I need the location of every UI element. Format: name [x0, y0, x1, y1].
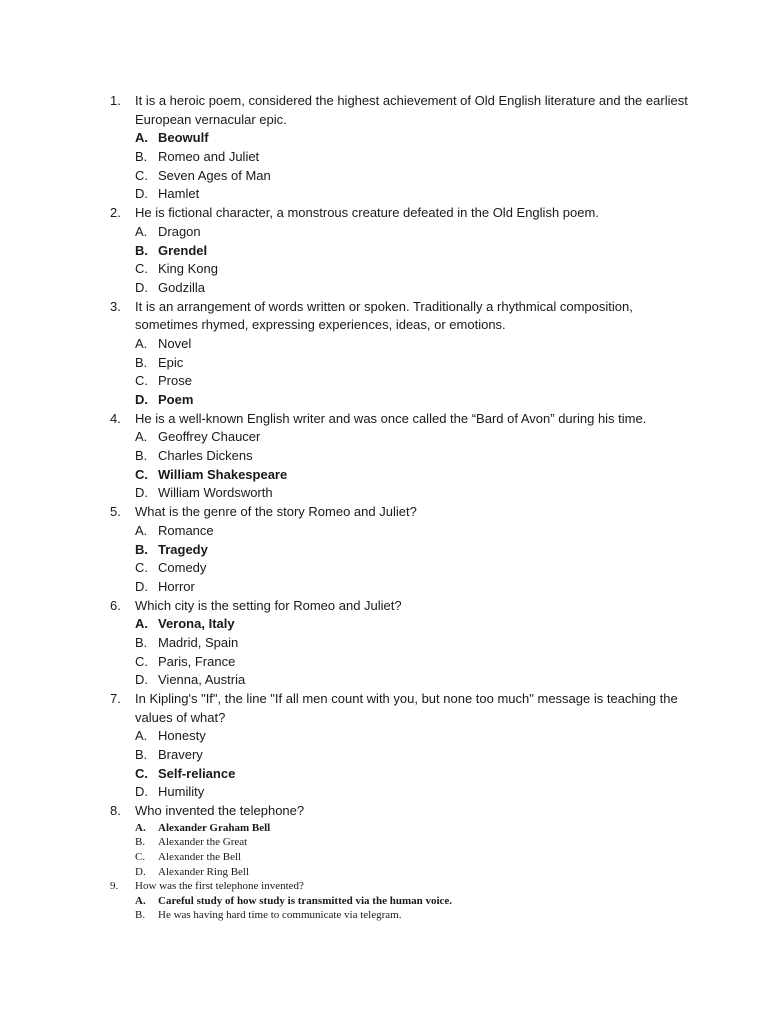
option-correct: [110, 894, 710, 909]
question-5: [110, 503, 710, 596]
option-text: Humility: [158, 784, 205, 800]
option-letter: C.: [135, 851, 146, 863]
option-text: Romeo and Juliet: [158, 149, 260, 165]
option-letter: C.: [135, 653, 148, 669]
option-text: Horror: [158, 578, 195, 594]
option: [110, 727, 710, 746]
option: [110, 260, 710, 279]
option: [110, 148, 710, 167]
option: [110, 671, 710, 690]
option-text: King Kong: [158, 261, 218, 277]
question-number: 6.: [110, 597, 121, 613]
option-letter: C.: [135, 167, 148, 183]
question-text-line: How was the first telephone invented?: [135, 880, 304, 893]
option: [110, 335, 710, 354]
option-letter: B.: [135, 909, 146, 922]
option-text: Godzilla: [158, 279, 205, 295]
question-number: 9.: [110, 880, 119, 893]
question-6: [110, 597, 710, 690]
question-text-line: Which city is the setting for Romeo and Juliet?: [135, 597, 402, 613]
option: [110, 223, 710, 242]
option-text: Alexander the Bell: [158, 851, 242, 863]
option-letter: D.: [135, 485, 148, 501]
option-text: Seven Ages of Man: [158, 167, 271, 183]
option-text: Self-reliance: [158, 765, 236, 781]
option-text: Verona, Italy: [158, 616, 235, 632]
option-letter: D.: [135, 186, 148, 202]
question-3: [110, 298, 710, 410]
option-text: Poem: [158, 392, 194, 407]
option-text: Honesty: [158, 728, 206, 744]
option: [110, 447, 710, 466]
option: [110, 850, 710, 865]
option-letter: A.: [135, 821, 146, 834]
option-text: Madrid, Spain: [158, 634, 239, 650]
question-4: [110, 410, 710, 503]
option: [110, 908, 710, 923]
option-letter: A.: [135, 335, 148, 351]
option-text: Epic: [158, 354, 184, 370]
option-text: Geoffrey Chaucer: [158, 429, 261, 445]
option-text: Charles Dickens: [158, 448, 253, 464]
option-correct: [110, 129, 710, 148]
option: [110, 372, 710, 391]
question-text-line: In Kipling's "If", the line "If all men count with you, but none too much" message is teaching the: [135, 691, 678, 706]
option-text: Comedy: [158, 560, 207, 576]
option-text: Romance: [158, 522, 214, 538]
option-letter: A.: [135, 223, 148, 239]
question-text-line: European vernacular epic.: [135, 111, 287, 127]
option-letter: D.: [135, 672, 148, 688]
option-text: Bravery: [158, 747, 203, 763]
question-text-line: It is an arrangement of words written or spoken. Traditionally a rhythmical composition,: [135, 298, 633, 314]
option-correct: [110, 821, 710, 836]
option-letter: B.: [135, 747, 148, 763]
option-text: Paris, France: [158, 653, 236, 669]
option: [110, 522, 710, 541]
question-number: 1.: [110, 93, 121, 108]
option-letter: D.: [135, 392, 148, 407]
option-letter: D.: [135, 279, 148, 295]
option-letter: C.: [135, 466, 148, 482]
question-1: [110, 92, 710, 204]
question-9: [110, 879, 710, 923]
question-text-line: sometimes rhymed, expressing experiences, ideas, or emotions.: [135, 317, 506, 333]
option-letter: B.: [135, 541, 148, 557]
option-text: Alexander Ring Bell: [158, 865, 250, 878]
option: [110, 865, 710, 880]
option-letter: D.: [135, 578, 148, 594]
option-text: Vienna, Austria: [158, 672, 246, 688]
option-text: William Wordsworth: [158, 485, 273, 501]
question-2: [110, 204, 710, 297]
option: [110, 167, 710, 186]
option-letter: B.: [135, 836, 146, 849]
question-number: 5.: [110, 504, 121, 520]
option-correct: [110, 242, 710, 261]
option-text: Dragon: [158, 223, 201, 239]
option-letter: C.: [135, 560, 148, 576]
option-text: Novel: [158, 335, 192, 351]
option: [110, 279, 710, 298]
question-number: 7.: [110, 691, 121, 706]
question-text-line: What is the genre of the story Romeo and Juliet?: [135, 504, 417, 520]
option-letter: A.: [135, 894, 146, 907]
option-letter: A.: [135, 429, 148, 445]
option-correct: [110, 466, 710, 485]
option: [110, 484, 710, 503]
option-letter: B.: [135, 354, 148, 370]
question-text-line: It is a heroic poem, considered the highest achievement of Old English literature and the earliest: [135, 93, 688, 108]
question-text-line: values of what?: [135, 709, 226, 725]
option: [110, 559, 710, 578]
option: [110, 746, 710, 765]
option-letter: B.: [135, 448, 148, 464]
option-letter: D.: [135, 865, 146, 878]
option-text: Careful study of how study is transmitted via the human voice.: [158, 894, 453, 907]
question-number: 2.: [110, 205, 121, 221]
question-number: 3.: [110, 298, 121, 314]
option-letter: C.: [135, 765, 148, 781]
question-text-line: He is fictional character, a monstrous creature defeated in the Old English poem.: [135, 205, 599, 221]
question-number: 8.: [110, 803, 121, 819]
option-letter: C.: [135, 261, 148, 277]
question-text-line: Who invented the telephone?: [135, 803, 305, 819]
option: [110, 653, 710, 672]
option-letter: A.: [135, 130, 148, 146]
option-letter: B.: [135, 242, 148, 258]
option-text: Alexander Graham Bell: [158, 821, 271, 834]
option-text: Hamlet: [158, 186, 200, 202]
option: [110, 428, 710, 447]
option-text: William Shakespeare: [158, 466, 288, 482]
option-correct: [110, 615, 710, 634]
option-letter: B.: [135, 634, 148, 650]
option-text: Prose: [158, 373, 192, 389]
question-8: [110, 802, 710, 879]
option: [110, 783, 710, 802]
option: [110, 185, 710, 204]
option: [110, 578, 710, 597]
option-text: Tragedy: [158, 541, 208, 557]
option-letter: A.: [135, 616, 148, 632]
option-correct: [110, 765, 710, 784]
option-text: He was having hard time to communicate via telegram.: [158, 909, 402, 922]
option-text: Beowulf: [158, 130, 209, 146]
option-letter: D.: [135, 784, 148, 800]
option-letter: C.: [135, 373, 148, 389]
option: [110, 634, 710, 653]
option-text: Grendel: [158, 242, 208, 258]
option-letter: A.: [135, 522, 148, 538]
question-list: [110, 92, 710, 923]
option-correct: [110, 541, 710, 560]
option-text: Alexander the Great: [158, 836, 248, 849]
option-correct: [110, 391, 710, 410]
option-letter: A.: [135, 728, 148, 744]
question-7: [110, 690, 710, 802]
question-text-line: He is a well-known English writer and was once called the “Bard of Avon” during his time.: [135, 410, 647, 426]
option-letter: B.: [135, 149, 148, 165]
option: [110, 835, 710, 850]
question-number: 4.: [110, 410, 121, 426]
option: [110, 354, 710, 373]
